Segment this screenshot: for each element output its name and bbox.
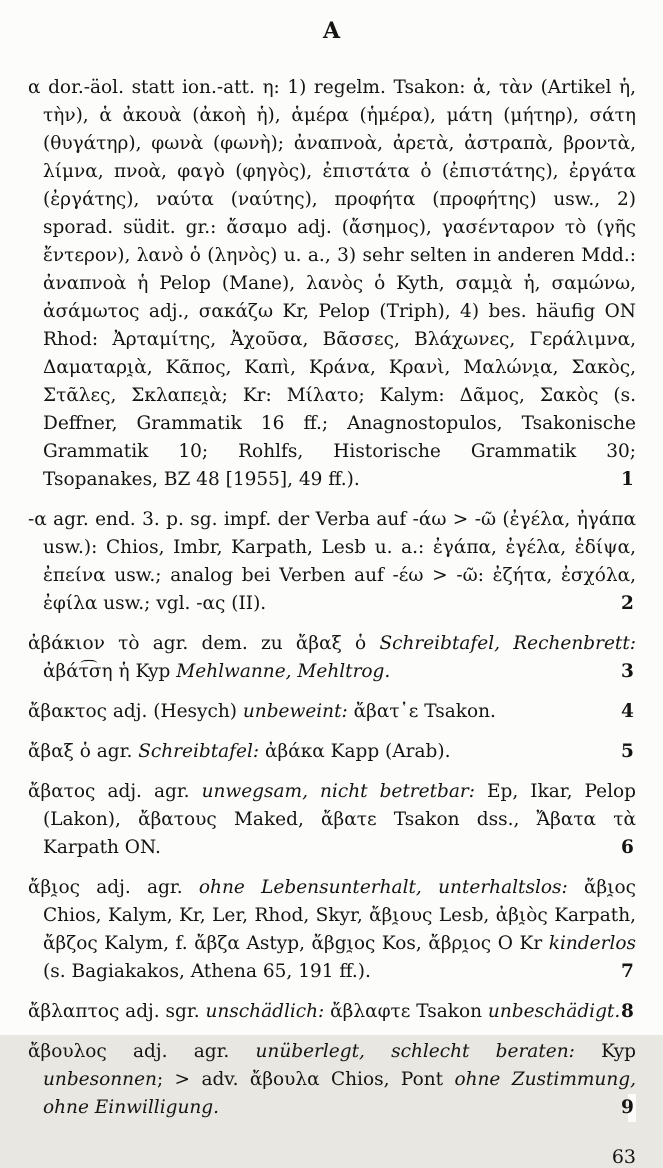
german-gloss: unwegsam, nicht betretbar: (201, 781, 475, 802)
entry-text: ἄβακτος adj. (Hesych) (28, 701, 243, 722)
german-gloss: ohne Zustimmung, ohne Einwilligung. (43, 1069, 636, 1118)
entry-number: 5 (628, 738, 636, 766)
german-gloss: unschädlich: (205, 1001, 325, 1022)
dictionary-entry (28, 1038, 636, 1122)
german-gloss: unbeweint: (242, 701, 348, 722)
entry-text: -α agr. end. 3. p. sg. impf. der Verba auf -άω > -ῶ (ἐγέλα, ἠγάπα usw.): Chios, Imbr, Karpath, Lesb u. a.: ἐγάπα, ἐγέλα, ἐδίψα, ἐπείνα usw.; analog bei Verben auf -έω > -ῶ: ἐζήτα, ἐσχόλα, ἐφίλα usw.; vgl. -ας (II). (28, 509, 636, 614)
entry-text: ἄβι̯ος adj. agr. (28, 877, 199, 898)
entry-text: ἄβουλος adj. agr. (28, 1041, 256, 1062)
dictionary-entry (28, 506, 636, 618)
dictionary-entry (28, 698, 636, 726)
german-gloss: unbeschädigt. (487, 1001, 621, 1022)
entry-text: ἄβλαπτος adj. sgr. (28, 1001, 206, 1022)
entry-text: Ep, Ikar, Pelop (Lakon), ἄβατους Maked, ἄβατε Tsakon dss., Ἄβατα τὰ Karpath ON. (43, 781, 636, 858)
entry-number: 2 (628, 590, 636, 618)
entry-text: ἄβι̯ος Chios, Kalym, Kr, Ler, Rhod, Skyr, ἄβι̯ους Lesb, ἀβι̯ὸς Karpath, ἄβζος Kalym, f. ἄβζα Astyp, ἄβgι̯ος Kos, ἄβρι̯ος O Kr (43, 877, 636, 954)
german-gloss: ohne Lebensunterhalt, unterhaltslos: (198, 877, 568, 898)
entry-number: 6 (628, 834, 636, 862)
dictionary-entry (28, 998, 636, 1026)
entry-text: Kyp (574, 1041, 637, 1062)
german-gloss: unüberlegt, schlecht beraten: (255, 1041, 575, 1062)
entries-list (28, 74, 636, 1122)
entry-text: ἄβαξ ὁ agr. (28, 741, 139, 762)
page-number: 63 (611, 1146, 636, 1168)
dictionary-entry (28, 874, 636, 986)
dictionary-entry (28, 778, 636, 862)
dictionary-entry (28, 738, 636, 766)
german-gloss: kinderlos (548, 933, 636, 954)
entry-text: ἀβάκα Kapp (Arab). (259, 741, 451, 762)
entry-text: ἀβάκιον τὸ agr. dem. zu ἄβαξ ὁ (28, 633, 380, 654)
entry-text: ἄβλαφτε Tsakon (324, 1001, 488, 1022)
german-gloss: Mehlwanne, Mehltrog. (176, 661, 391, 682)
german-gloss: Schreibtafel: (138, 741, 260, 762)
entry-number: 3 (628, 658, 636, 686)
entry-text: α dor.-äol. statt ion.-att. η: 1) regelm. Tsakon: ἁ, τὰν (Artikel ἡ, τὴν), ἁ ἀκουὰ (ἀκοὴ ἡ), ἁμέρα (ἡμέρα), μάτη (μήτηρ), σάτη (θυγάτηρ), φωνὰ (φωνὴ); ἀναπνοὰ, ἀρετὰ, ἀστραπὰ, βροντὰ, λίμνα, πνοὰ, φαγὸ (φηγὸς), ἐπιστάτα ὁ (ἐπιστάτης), ἐργάτα (ἐργάτης), ναύτα (ναύτης), προφήτα (προφήτης) usw., 2) sporad. südit. gr.: ἄσαμο adj. (ἄσημος), γασένταρον τὸ (γῆς ἔντερον), λανὸ ὁ (ληνὸς) u. a., 3) sehr selten in anderen Mdd.: ἀναπνοὰ ἡ Pelop (Mane), λανὸς ὁ Kyth, σαμι̯ὰ ἡ, σαμώνω, ἀσάμωτος adj., σακάζω Kr, Pelop (Triph), 4) bes. häufig ON Rhod: Ἀρταμίτης, Ἀχοῦσα, Βᾶσσες, Βλάχωνες, Γεράλιμνα, Δαματαρι̯ὰ, Κᾶπος, Καπὶ, Κράνα, Κρανὶ, Μαλώνι̯α, Σακὸς, Στᾶλες, Σκλαπει̯ὰ; Kr: Μίλατο; Kalym: Δᾶμος, Σακὸς (s. Deffner, Grammatik 16 ff.; Anagnostopulos, Tsakonische Grammatik 10; Rohlfs, Historische Grammatik 30; Tsopanakes, BZ 48 [1955], 49 ff.). (28, 77, 636, 490)
entry-text: ἄβατος adj. agr. (28, 781, 202, 802)
entry-number: 7 (628, 958, 636, 986)
entry-number: 4 (628, 698, 636, 726)
german-gloss: unbesonnen (43, 1069, 157, 1090)
entry-text: ἀβάτ͡ση ἡ Kyp (43, 661, 177, 682)
entry-text: ; > adv. ἄβουλα Chios, Pont (156, 1069, 455, 1090)
entry-number: 8 (628, 998, 636, 1026)
entry-number: 1 (628, 466, 636, 494)
entry-text: (s. Bagiakakos, Athena 65, 191 ff.). (43, 961, 371, 982)
section-letter-heading: A (322, 18, 342, 44)
dictionary-entry (28, 630, 636, 686)
entry-number: 9 (628, 1094, 636, 1122)
dictionary-entry (28, 74, 636, 494)
german-gloss: Schreibtafel, Rechenbrett: (379, 633, 636, 654)
entry-text: ἄβατ῾ε Tsakon. (347, 701, 496, 722)
